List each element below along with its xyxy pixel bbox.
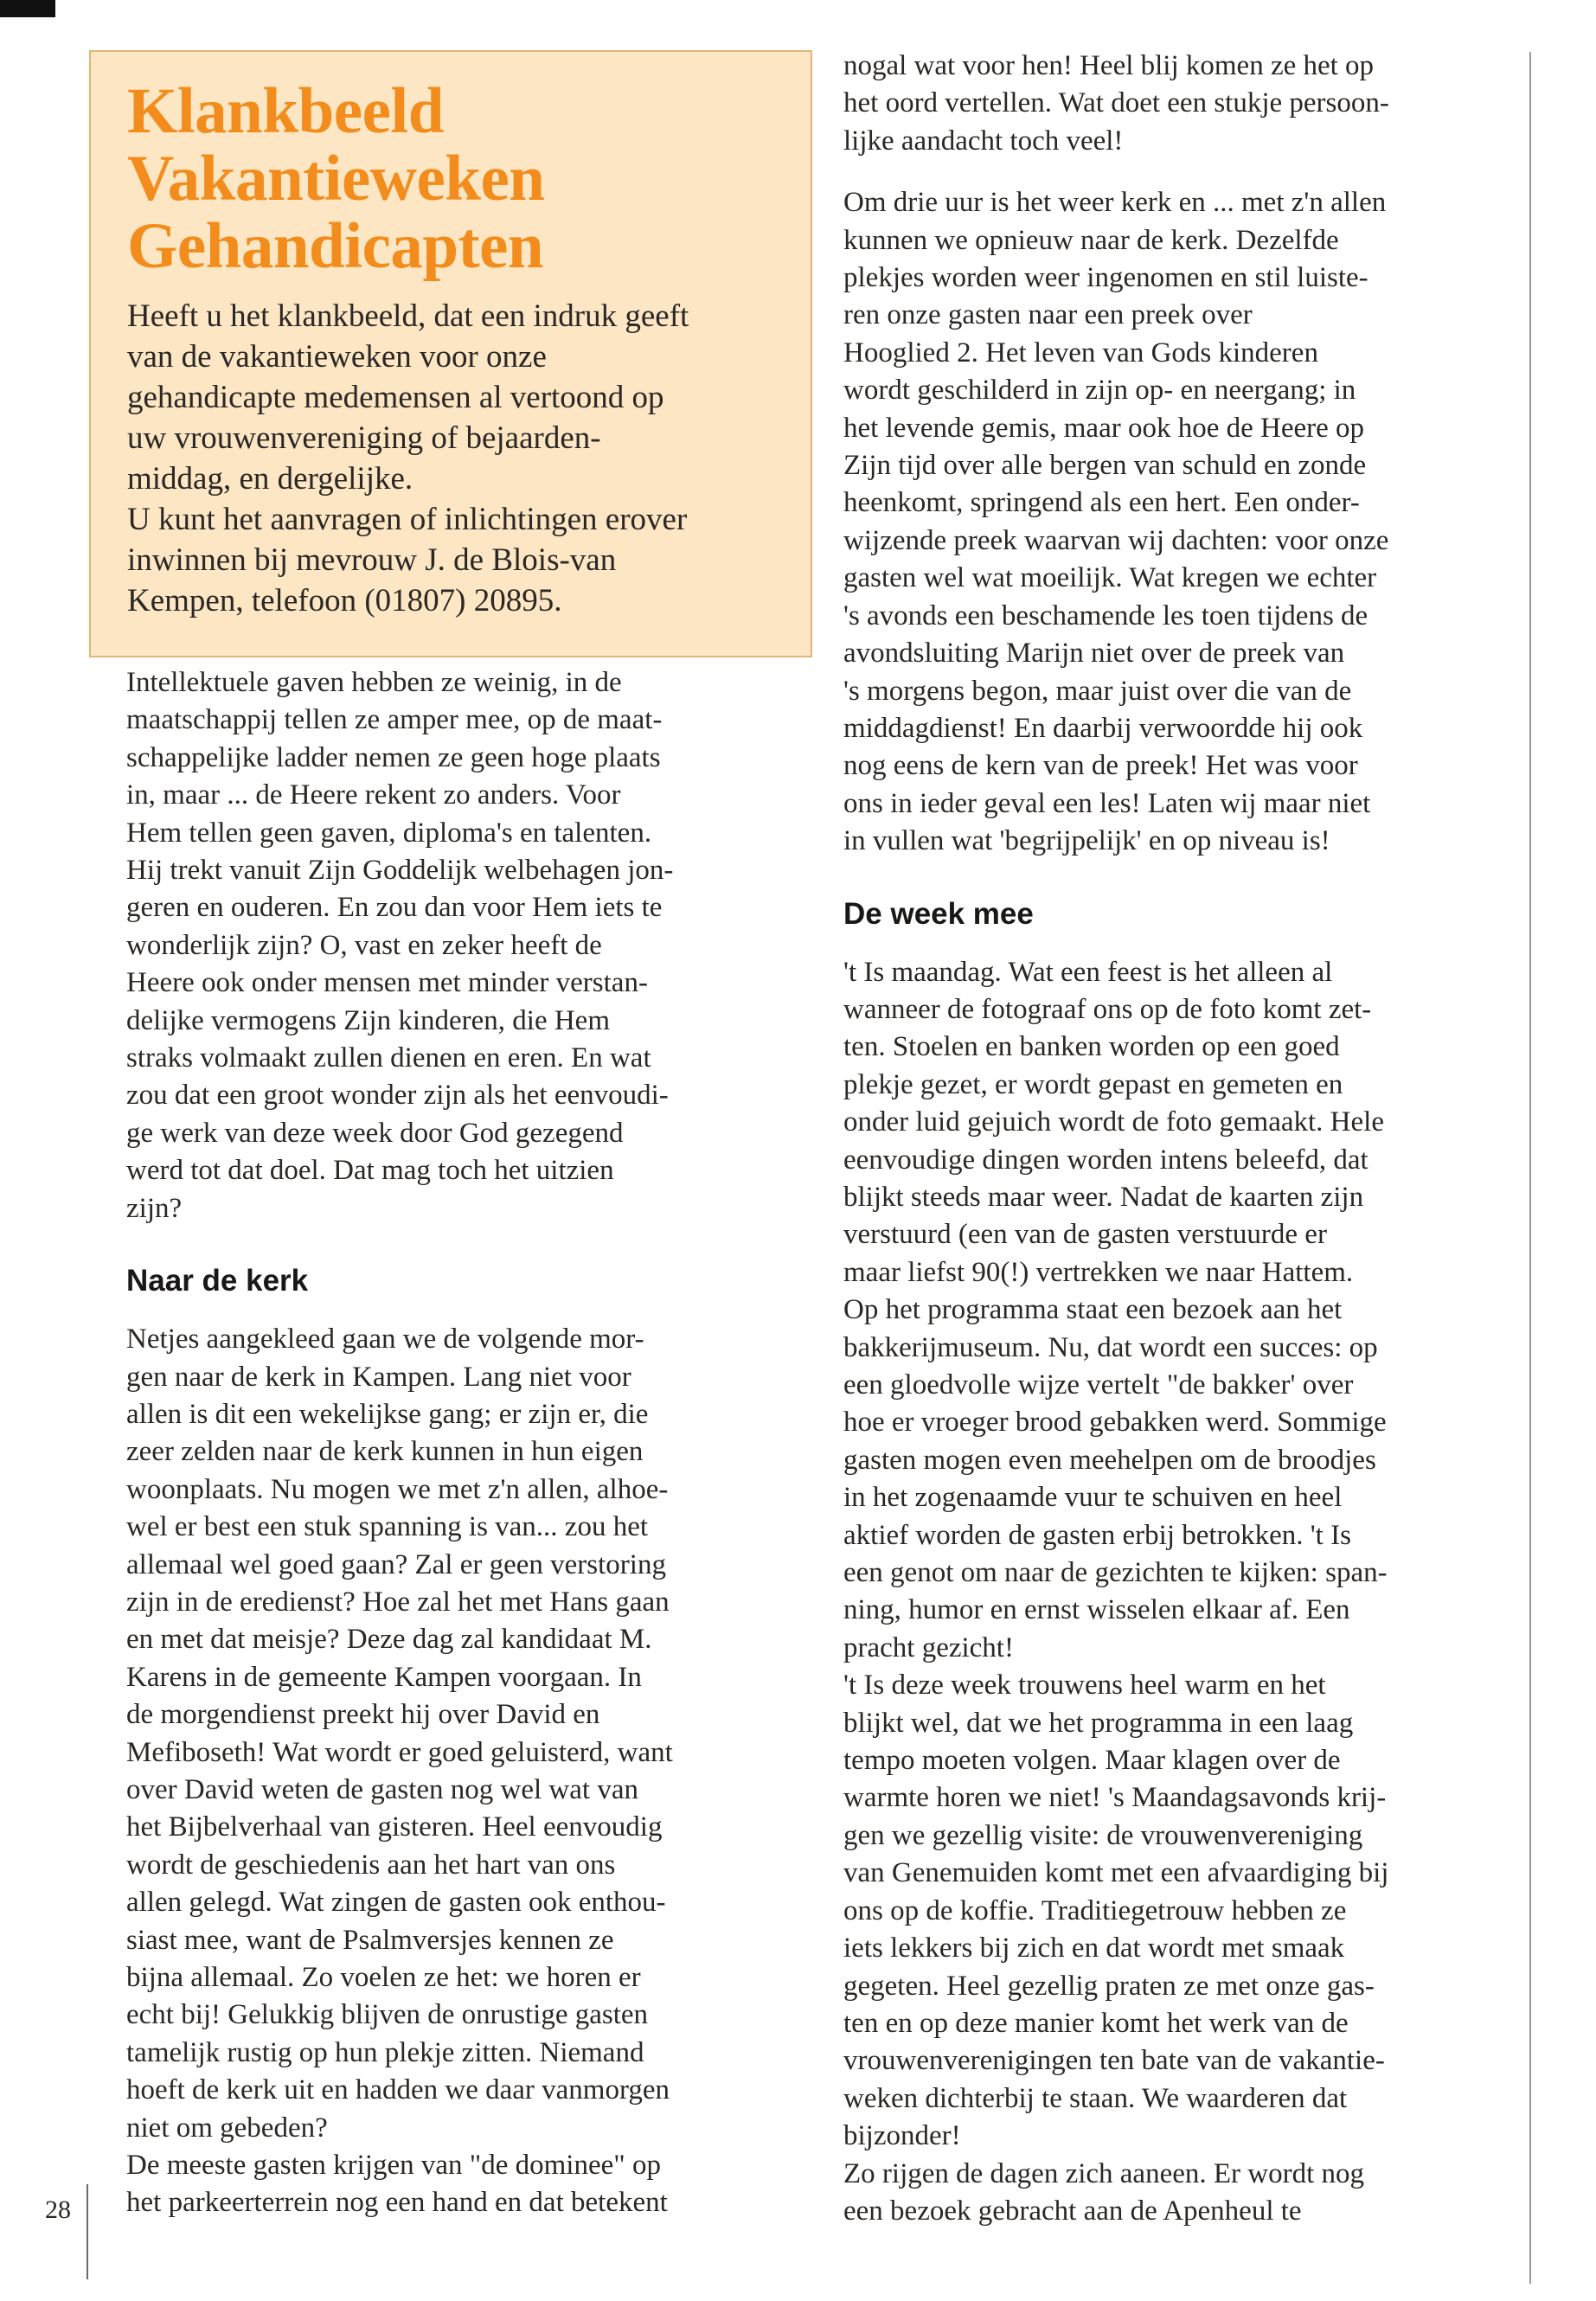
left-column: [126, 664, 792, 2222]
text-line: ten. Stoelen en banken worden op een goed: [843, 1031, 1340, 1063]
text-line: 't Is deze week trouwens heel warm en het: [843, 1670, 1326, 1702]
text-line: bakkerijmuseum. Nu, dat wordt een succes: op: [843, 1331, 1378, 1363]
text-line: ons in ieder geval een les! Laten wij maar niet: [843, 787, 1371, 819]
text-line: echt bij! Gelukkig blijven de onrustige gasten: [126, 1999, 649, 2031]
intro-text: [127, 296, 790, 621]
text-line: allemaal wel goed gaan? Zal er geen verstoring: [126, 1548, 666, 1580]
text-line: 't Is maandag. Wat een feest is het alleen al: [843, 956, 1333, 988]
text-line: het parkeerterrein nog een hand en dat betekent: [126, 2187, 668, 2219]
text-line: het oord vertellen. Wat doet een stukje persoon-: [843, 87, 1389, 119]
text-line: lijke aandacht toch veel!: [843, 125, 1124, 157]
text-line: zou dat een groot wonder zijn als het eenvoudi-: [126, 1080, 669, 1112]
text-line: Mefiboseth! Wat wordt er goed geluisterd, want: [126, 1736, 673, 1768]
text-line: gen naar de kerk in Kampen. Lang niet voor: [126, 1361, 631, 1393]
text-line: het Bijbelverhaal van gisteren. Heel eenvoudig: [126, 1811, 663, 1843]
text-line: De meeste gasten krijgen van "de dominee" op: [126, 2150, 661, 2182]
text-line: onder luid gejuich wordt de foto gemaakt. Hele: [843, 1106, 1384, 1138]
text-line: avondsluiting Marijn niet over de preek van: [843, 638, 1345, 670]
text-line: maar liefst 90(!) vertrekken we naar Hattem.: [843, 1256, 1354, 1288]
text-line: wonderlijk zijn? O, vast en zeker heeft de: [126, 929, 602, 961]
text-line: Hooglied 2. Het leven van Gods kinderen: [843, 336, 1318, 369]
text-line: ons op de koffie. Traditiegetrouw hebben ze: [843, 1894, 1347, 1926]
text-line: Heere ook onder mensen met minder verstan-: [126, 967, 648, 999]
text-line: delijke vermogens Zijn kinderen, die Hem: [126, 1004, 611, 1036]
column-rule-right: [1529, 52, 1531, 2284]
text-line: Hem tellen geen gaven, diploma's en talenten.: [126, 817, 652, 849]
heading-naar-de-kerk: Naar de kerk: [126, 1264, 309, 1298]
paragraph-naar-de-kerk: [126, 1321, 792, 2222]
text-line: tempo moeten volgen. Maar klagen over de: [843, 1745, 1341, 1777]
text-line: in, maar ... de Heere rekent zo anders. Voor: [126, 779, 621, 811]
heading-de-week-mee: De week mee: [843, 896, 1034, 931]
text-line: allen gelegd. Wat zingen de gasten ook enthou-: [126, 1887, 666, 1919]
text-line: blijkt steeds maar weer. Nadat de kaarten zijn: [843, 1181, 1364, 1213]
text-line: inwinnen bij mevrouw J. de Blois-van: [127, 542, 617, 578]
text-line: nogal wat voor hen! Heel blij komen ze het op: [843, 50, 1375, 81]
text-line: ning, humor en ernst wisselen elkaar af. Een: [843, 1594, 1350, 1626]
text-line: allen is dit een wekelijkse gang; er zijn er, die: [126, 1398, 649, 1430]
text-line: heenkomt, springend als een hert. Een onder-: [843, 487, 1360, 519]
right-column: [843, 48, 1501, 2230]
text-line: het levende gemis, maar ook hoe de Heere op: [843, 412, 1365, 444]
text-line: en met dat meisje? Deze dag zal kandidaat M.: [126, 1624, 652, 1656]
text-line: eenvoudige dingen worden intens beleefd, dat: [843, 1144, 1368, 1176]
text-line: ge werk van deze week door God gezegend: [126, 1117, 624, 1149]
paragraph-afternoon-service: [843, 184, 1501, 860]
text-line: over David weten de gasten nog wel wat van: [126, 1773, 638, 1805]
text-line: zijn?: [126, 1192, 183, 1224]
text-line: blijkt wel, dat we het programma in een laag: [843, 1707, 1354, 1739]
page-number: 28: [45, 2195, 71, 2224]
text-line: een gloedvolle wijze vertelt "de bakker' over: [843, 1369, 1354, 1400]
text-line: Hij trekt vanuit Zijn Goddelijk welbehagen jon-: [126, 855, 674, 887]
text-line: U kunt het aanvragen of inlichtingen erover: [127, 502, 688, 537]
text-line: middag, en dergelijke.: [127, 461, 413, 497]
text-line: in vullen wat 'begrijpelijk' en op niveau is!: [843, 825, 1330, 857]
text-line: een genot om naar de gezichten te kijken: span-: [843, 1557, 1388, 1589]
text-line: van de vakantieweken voor onze: [127, 339, 547, 375]
text-line: gasten wel wat moeilijk. Wat kregen we echter: [843, 562, 1377, 594]
paragraph-intellectual-gifts: [126, 664, 792, 1227]
text-line: middagdienst! En daarbij verwoordde hij ook: [843, 712, 1363, 744]
text-line: gehandicapte medemensen al vertoond op: [127, 380, 664, 415]
text-line: warmte horen we niet! 's Maandagsavonds krij-: [843, 1782, 1387, 1814]
text-line: aktief worden de gasten erbij betrokken. 't Is: [843, 1519, 1351, 1551]
text-line: Zijn tijd over alle bergen van schuld en zonde: [843, 450, 1367, 482]
intro-box: [89, 50, 812, 657]
text-line: Karens in de gemeente Kampen voorgaan. In: [126, 1661, 642, 1693]
text-line: werd tot dat doel. Dat mag toch het uitzien: [126, 1155, 614, 1187]
text-line: ten en op deze manier komt het werk van de: [843, 2007, 1349, 2039]
text-line: nog eens de kern van de preek! Het was voor: [843, 750, 1358, 782]
text-line: woonplaats. Nu mogen we met z'n allen, alhoe-: [126, 1473, 669, 1505]
text-line: ren onze gasten naar een preek over: [843, 299, 1253, 331]
text-line: Zo rijgen de dagen zich aaneen. Er wordt nog: [843, 2157, 1365, 2189]
text-line: kunnen we opnieuw naar de kerk. Dezelfde: [843, 224, 1339, 256]
text-line: Op het programma staat een bezoek aan het: [843, 1294, 1343, 1326]
text-line: 's avonds een beschamende les toen tijdens de: [843, 599, 1368, 631]
text-line: zijn in de eredienst? Hoe zal het met Hans gaan: [126, 1586, 670, 1618]
text-line: gasten mogen even meehelpen om de broodjes: [843, 1444, 1376, 1476]
text-line: Netjes aangekleed gaan we de volgende mor-: [126, 1324, 644, 1356]
text-line: vrouwenverenigingen ten bate van de vakantie-: [843, 2045, 1385, 2077]
text-line: Heeft u het klankbeeld, dat een indruk geeft: [127, 298, 689, 334]
text-line: wanneer de fotograaf ons op de foto komt zet-: [843, 993, 1372, 1025]
text-line: maatschappij tellen ze amper mee, op de maat-: [126, 704, 663, 736]
text-line: tamelijk rustig op hun plekje zitten. Niemand: [126, 2036, 644, 2068]
paragraph-de-week-mee: [843, 954, 1501, 2231]
text-line: gegeten. Heel gezellig praten ze met onze gas-: [843, 1970, 1375, 2002]
text-line: plekjes worden weer ingenomen en stil luiste-: [843, 262, 1368, 294]
text-line: 's morgens begon, maar juist over die van de: [843, 675, 1352, 707]
article-title: [127, 75, 790, 282]
title-line: Vakantieweken: [127, 143, 545, 215]
text-line: wordt de geschiedenis aan het hart van ons: [126, 1849, 616, 1881]
column-rule-left: [87, 2184, 88, 2279]
text-line: zeer zelden naar de kerk kunnen in hun eigen: [126, 1436, 644, 1468]
text-line: plekje gezet, er wordt gepast en gemeten en: [843, 1068, 1343, 1100]
text-line: van Genemuiden komt met een afvaardiging bij: [843, 1857, 1389, 1889]
text-line: wel er best een stuk spanning is van... zou het: [126, 1511, 649, 1543]
corner-crop-mark: [0, 0, 55, 17]
text-line: uw vrouwenvereniging of bejaarden-: [127, 420, 601, 456]
title-line: Gehandicapten: [127, 210, 544, 282]
text-line: geren en ouderen. En zou dan voor Hem iets te: [126, 892, 663, 924]
text-line: pracht gezicht!: [843, 1631, 1014, 1663]
text-line: iets lekkers bij zich en dat wordt met smaak: [843, 1932, 1345, 1965]
text-line: Kempen, telefoon (01807) 20895.: [127, 583, 562, 619]
text-line: hoe er vroeger brood gebakken werd. Sommige: [843, 1407, 1387, 1439]
text-line: straks volmaakt zullen dienen en eren. En wat: [126, 1042, 651, 1074]
paragraph-gap: [843, 160, 1501, 184]
text-line: bijzonder!: [843, 2120, 961, 2152]
title-line: Klankbeeld: [127, 75, 444, 147]
text-line: siast mee, want de Psalmversjes kennen ze: [126, 1924, 614, 1956]
text-line: gen we gezellig visite: de vrouwenvereniging: [843, 1819, 1363, 1851]
text-line: niet om gebeden?: [126, 2112, 328, 2144]
paragraph-continuation: [843, 48, 1501, 160]
text-line: weken dichterbij te staan. We waarderen dat: [843, 2082, 1348, 2114]
text-line: Om drie uur is het weer kerk en ... met z'n allen: [843, 187, 1387, 219]
text-line: bijna allemaal. Zo voelen ze het: we horen er: [126, 1962, 641, 1993]
text-line: een bezoek gebracht aan de Apenheul te: [843, 2195, 1302, 2227]
text-line: wordt geschilderd in zijn op- en neergang; in: [843, 375, 1356, 407]
text-line: wijzende preek waarvan wij dachten: voor onze: [843, 524, 1389, 556]
text-line: in het zogenaamde vuur te schuiven en heel: [843, 1482, 1343, 1514]
text-line: verstuurd (een van de gasten verstuurde er: [843, 1219, 1327, 1251]
text-line: hoeft de kerk uit en hadden we daar vanmorgen: [126, 2074, 670, 2106]
text-line: de morgendienst preekt hij over David en: [126, 1699, 600, 1731]
text-line: Intellektuele gaven hebben ze weinig, in de: [126, 667, 622, 698]
text-line: schappelijke ladder nemen ze geen hoge plaats: [126, 741, 661, 773]
